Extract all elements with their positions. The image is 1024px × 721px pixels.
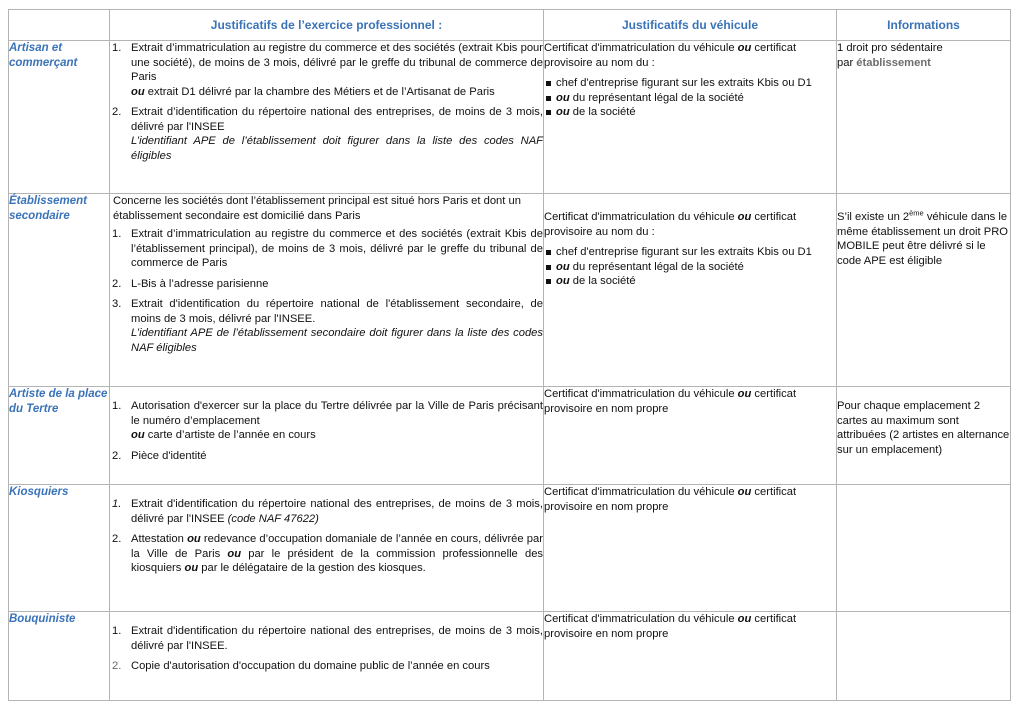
info-secondaire: S’il existe un 2ème véhicule dans le même établissement un droit PRO MOBILE peut être délivré si le code APE est éligible — [837, 194, 1011, 387]
professional-docs-artisan — [110, 41, 544, 194]
row-artisan — [9, 41, 1011, 194]
vehicle-cert-text: Certificat d'immatriculation du véhicule ou certificat provisoire au nom du : — [544, 211, 797, 238]
naf-note: L’identifiant APE de l’établissement doit figurer dans la liste des codes NAF éligibles — [131, 135, 543, 162]
list-item: 2. Pièce d'identité — [112, 449, 207, 462]
list-item: 2. L-Bis à l’adresse parisienne — [112, 277, 269, 290]
list-item: chef d'entreprise figurant sur les extraits Kbis ou D1 — [544, 76, 836, 91]
professional-docs-tertre — [110, 387, 544, 485]
doc-list — [110, 624, 543, 674]
doc-list — [110, 41, 543, 163]
list-item: ou de la société — [544, 105, 836, 120]
list-item: 2. Extrait d’identification du répertoire national des entreprises, de moins de 3 mois, délivré par l'INSEE L’identifiant APE de l’établissement doit figurer dans la liste des codes NAF éligibles — [112, 106, 543, 162]
vehicle-cert-text: Certificat d'immatriculation du véhicule ou certificat provisoire au nom du : — [544, 42, 797, 69]
row-kiosquiers — [9, 485, 1011, 612]
header-vehicle: Justificatifs du véhicule — [544, 10, 837, 41]
list-item: 1. Extrait d’immatriculation au registre du commerce et des sociétés (extrait Kbis de l’établissement principal), de moins de 3 mois, délivré par le greffe du tribunal de commerce de Paris — [112, 228, 543, 269]
row-tertre — [9, 387, 1011, 485]
list-item: 1. Extrait d'identification du répertoire national des entreprises, de moins de 3 mois, délivré par l'INSEE (code NAF 47622) — [112, 498, 543, 525]
list-item: ou du représentant légal de la société — [544, 91, 836, 106]
vehicle-docs-tertre: Certificat d'immatriculation du véhicule ou certificat provisoire en nom propre — [544, 387, 837, 485]
list-item: 2. Copie d'autorisation d'occupation du domaine public de l’année en cours — [112, 660, 490, 672]
header-professional: Justificatifs de l’exercice professionnel : — [110, 10, 544, 41]
list-item: 1. Autorisation d'exercer sur la place du Tertre délivrée par la Ville de Paris précisant le numéro d’emplacement ou carte d’artiste de l’année en cours — [112, 400, 543, 441]
list-item: 2. Attestation ou redevance d’occupation domaniale de l’année en cours, délivrée par la Ville de Paris ou par le président de la commission professionnelle des kiosquiers ou par le délégataire de la gestion des kiosques. — [112, 533, 544, 574]
professional-docs-secondaire — [110, 194, 544, 387]
professional-docs-bouquiniste — [110, 612, 544, 701]
category-artisan: Artisan et commerçant — [9, 41, 110, 194]
holder-list — [544, 76, 836, 120]
row-secondaire — [9, 194, 1011, 387]
header-category — [9, 10, 110, 41]
intro-text: Concerne les sociétés dont l’établissement principal est situé hors Paris et dont un établissement secondaire est domicilié dans Paris — [113, 195, 521, 222]
info-bouquiniste — [837, 612, 1011, 701]
doc-list — [110, 399, 543, 463]
category-bouquiniste: Bouquiniste — [9, 612, 110, 701]
bullet-square-icon — [546, 110, 551, 115]
list-item: 1. Extrait d'identification du répertoire national des entreprises, de moins de 3 mois, délivré par l'INSEE. — [112, 625, 543, 652]
row-bouquiniste — [9, 612, 1011, 701]
list-item: chef d'entreprise figurant sur les extraits Kbis ou D1 — [544, 245, 836, 260]
vehicle-docs-artisan — [544, 41, 837, 194]
requirements-table — [8, 9, 1011, 701]
bullet-square-icon — [546, 265, 551, 270]
naf-note: L’identifiant APE de l’établissement secondaire doit figurer dans la liste des codes NAF éligibles — [131, 327, 543, 354]
list-item: ou du représentant légal de la société — [544, 260, 836, 275]
header-informations: Informations — [837, 10, 1011, 41]
category-kiosquiers: Kiosquiers — [9, 485, 110, 612]
doc-list — [110, 497, 543, 576]
info-tertre: Pour chaque emplacement 2 cartes au maximum sont attribuées (2 artistes en alternance sur un emplacement) — [837, 387, 1011, 485]
info-kiosquiers — [837, 485, 1011, 612]
info-artisan: 1 droit pro sédentaire par établissement — [837, 41, 1011, 194]
doc-list — [110, 227, 543, 355]
list-item: 3. Extrait d'identification du répertoire national de l'établissement secondaire, de moins de 3 mois, délivré par l'INSEE. L’identifiant APE de l’établissement secondaire doit figurer dans la liste des codes NAF éligibles — [112, 298, 543, 354]
holder-list — [544, 245, 836, 289]
vehicle-docs-secondaire — [544, 194, 837, 387]
category-secondaire: Établissement secondaire — [9, 194, 110, 387]
bullet-square-icon — [546, 81, 551, 86]
vehicle-docs-bouquiniste: Certificat d'immatriculation du véhicule ou certificat provisoire en nom propre — [544, 612, 837, 701]
category-tertre: Artiste de la place du Tertre — [9, 387, 110, 485]
list-item: ou de la société — [544, 274, 836, 289]
list-item: 1. Extrait d’immatriculation au registre du commerce et des sociétés (extrait Kbis pour une société), de moins de 3 mois, délivré par le greffe du tribunal de commerce de Paris ou extrait D1 délivré par la chambre des Métiers et de l’Artisanat de Paris — [112, 42, 543, 98]
vehicle-docs-kiosquiers: Certificat d'immatriculation du véhicule ou certificat provisoire en nom propre — [544, 485, 837, 612]
header-row — [9, 10, 1011, 41]
bullet-square-icon — [546, 250, 551, 255]
bullet-square-icon — [546, 96, 551, 101]
professional-docs-kiosquiers — [110, 485, 544, 612]
bullet-square-icon — [546, 279, 551, 284]
